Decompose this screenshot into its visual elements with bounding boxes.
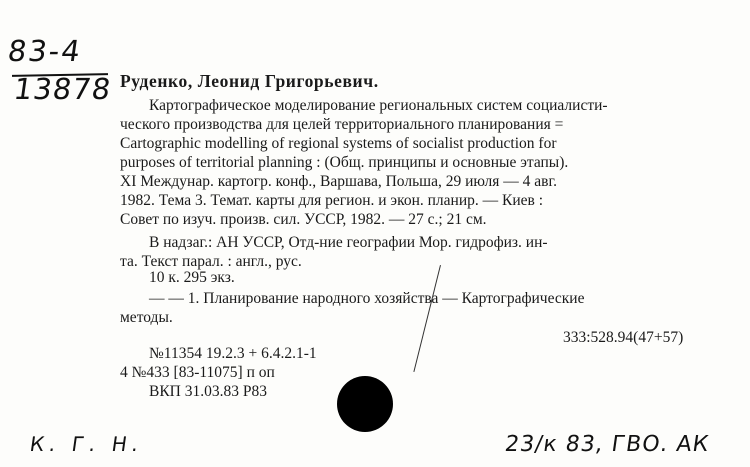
author-heading: Руденко, Леонид Григорьевич. <box>120 71 379 91</box>
note-line: В надзаг.: АН УССР, Отд-ние географии Мор. гидрофиз. ин- <box>149 234 548 251</box>
registry-line: 4 №433 [83-11075] п оп <box>120 364 275 381</box>
body-line: 1982. Тема 3. Темат. карты для регион. и экон. планир. — Киев : <box>120 192 543 209</box>
registry-line: ВКП 31.03.83 Р83 <box>149 383 267 400</box>
shelf-mark-top: 83-4 <box>5 34 85 68</box>
body-line: Картографическое моделирование региональных систем социалисти- <box>149 97 608 114</box>
pen-stroke <box>413 265 441 372</box>
body-line: Совет по изуч. произв. сил. УССР, 1982. — 27 с.; 21 см. <box>120 211 487 228</box>
body-line: ческого производства для целей территориального планирования = <box>120 116 564 133</box>
body-line: purposes of territorial planning : (Общ. принципы и основные этапы). <box>120 154 569 171</box>
classification-code: 333:528.94(47+57) <box>563 329 684 346</box>
registry-line: №11354 19.2.3 + 6.4.2.1-1 <box>149 345 317 362</box>
punch-hole <box>337 376 393 432</box>
handwritten-note-right: 23/к 83, ГВО. АК <box>503 432 711 457</box>
subject-line: методы. <box>120 309 173 326</box>
shelf-mark-bottom: 13878 <box>11 72 114 106</box>
body-line: XI Междунар. картогр. конф., Варшава, Польша, 29 июля — 4 авг. <box>120 173 557 190</box>
note-line: та. Текст парал. : англ., рус. <box>120 253 302 270</box>
copies-line: 10 к. 295 экз. <box>149 269 235 286</box>
body-line: Cartographic modelling of regional systems of socialist production for <box>120 135 557 152</box>
subject-line: — — 1. Планирование народного хозяйства — Картографические <box>149 290 585 307</box>
handwritten-note-left: К. Г. Н. <box>28 432 145 456</box>
